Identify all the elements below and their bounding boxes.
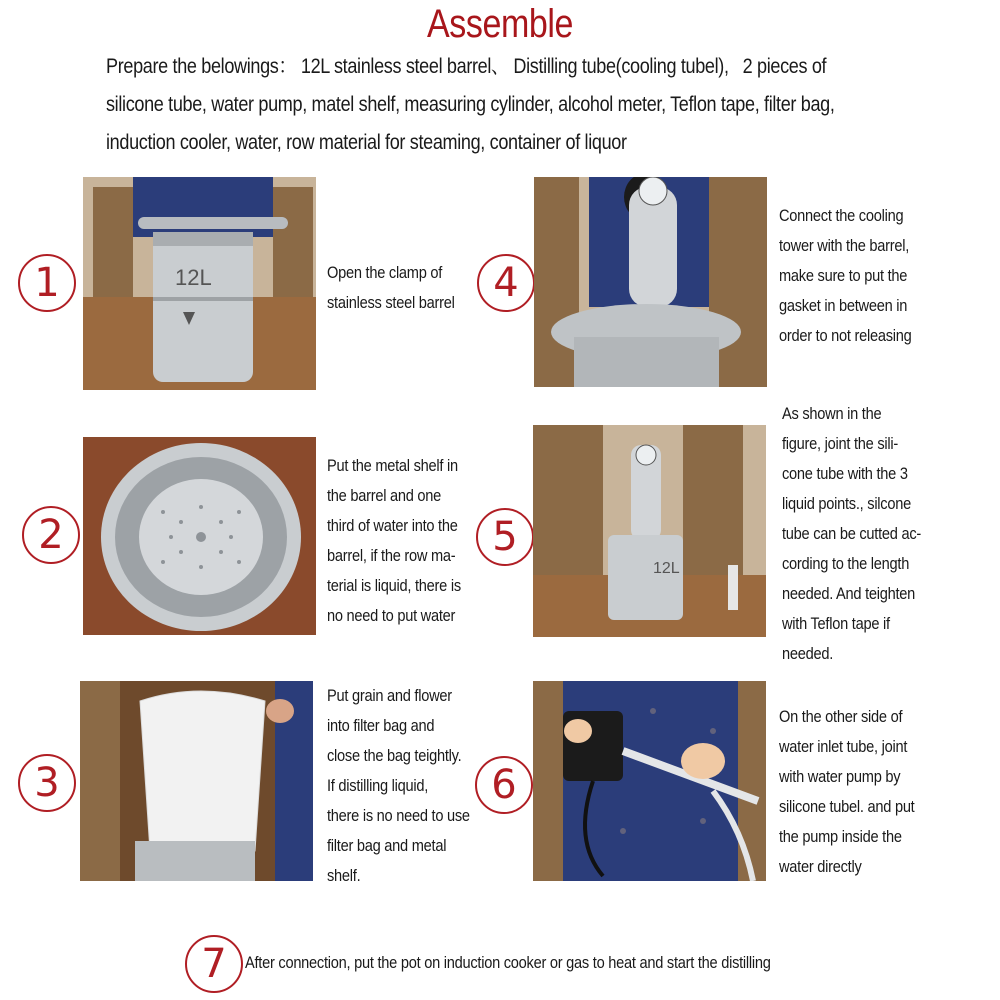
step-5-line: liquid points., silcone <box>782 494 911 513</box>
step-6-line: silicone tubel. and put <box>779 797 915 816</box>
step-5-line: needed. <box>782 644 834 663</box>
step-1-line: stainless steel barrel <box>327 293 455 312</box>
step-1-text <box>327 258 455 318</box>
step-3-line: shelf. <box>327 866 361 885</box>
step-4-photo <box>534 177 767 387</box>
step-3-line: Put grain and flower <box>327 686 452 705</box>
step-5-line: As shown in the <box>782 404 882 423</box>
step-4-line: Connect the cooling <box>779 206 904 225</box>
step-6-photo <box>533 681 766 881</box>
step-2-line: Put the metal shelf in <box>327 456 458 475</box>
step-6-number: 6 <box>475 756 533 814</box>
step-3-line: If distilling liquid, <box>327 776 429 795</box>
step-4-text <box>779 201 911 351</box>
step-6-line: water inlet tube, joint <box>779 737 908 756</box>
step-7-number: 7 <box>185 935 243 993</box>
step-3-photo <box>80 681 313 881</box>
step-6-text <box>779 702 915 882</box>
step-6-line: On the other side of <box>779 707 903 726</box>
step-2-text <box>327 451 461 631</box>
step-5-text <box>782 399 921 669</box>
step-5-line: needed. And teighten <box>782 584 916 603</box>
step-3-number: 3 <box>18 754 76 812</box>
page-title: Assemble <box>427 2 573 46</box>
intro-line-3: induction cooler, water, row material for steaming, container of liquor <box>106 131 627 154</box>
step-2-line: terial is liquid, there is <box>327 576 461 595</box>
step-1-number: 1 <box>18 254 76 312</box>
step-7-text: After connection, put the pot on induction cooker or gas to heat and start the distilling <box>245 953 771 972</box>
step-1-photo <box>83 177 316 390</box>
step-5-photo <box>533 425 766 637</box>
step-4-line: make sure to put the <box>779 266 908 285</box>
step-5-line: cone tube with the 3 <box>782 464 908 483</box>
intro-text <box>106 48 897 162</box>
step-5-number: 5 <box>476 508 534 566</box>
step-3-line: into filter bag and <box>327 716 435 735</box>
barrel-label-5: 12L <box>653 560 680 577</box>
step-3-line: close the bag teightly. <box>327 746 462 765</box>
step-2-line: the barrel and one <box>327 486 442 505</box>
step-5-line: tube can be cutted ac- <box>782 524 921 543</box>
step-4-number: 4 <box>477 254 535 312</box>
step-1-line: Open the clamp of <box>327 263 443 282</box>
step-2-line: third of water into the <box>327 516 458 535</box>
step-6-line: with water pump by <box>779 767 901 786</box>
step-2-line: barrel, if the row ma- <box>327 546 456 565</box>
step-4-line: gasket in between in <box>779 296 908 315</box>
step-3-text <box>327 681 470 891</box>
step-4-line: tower with the barrel, <box>779 236 910 255</box>
barrel-label-1: 12L <box>175 265 212 290</box>
step-3-line: filter bag and metal <box>327 836 447 855</box>
intro-line-1: Prepare the belowings： 12L stainless steel barrel、 Distilling tube(cooling tubel), 2 pieces of <box>106 55 827 78</box>
step-4-line: order to not releasing <box>779 326 912 345</box>
step-3-line: there is no need to use <box>327 806 470 825</box>
step-5-line: with Teflon tape if <box>782 614 890 633</box>
step-6-line: water directly <box>779 857 862 876</box>
intro-line-2: silicone tube, water pump, matel shelf, measuring cylinder, alcohol meter, Teflon tape, filter bag, <box>106 93 835 116</box>
step-6-line: the pump inside the <box>779 827 902 846</box>
step-5-line: cording to the length <box>782 554 910 573</box>
step-5-line: figure, joint the sili- <box>782 434 898 453</box>
step-2-photo <box>83 437 316 635</box>
step-2-number: 2 <box>22 506 80 564</box>
step-2-line: no need to put water <box>327 606 456 625</box>
